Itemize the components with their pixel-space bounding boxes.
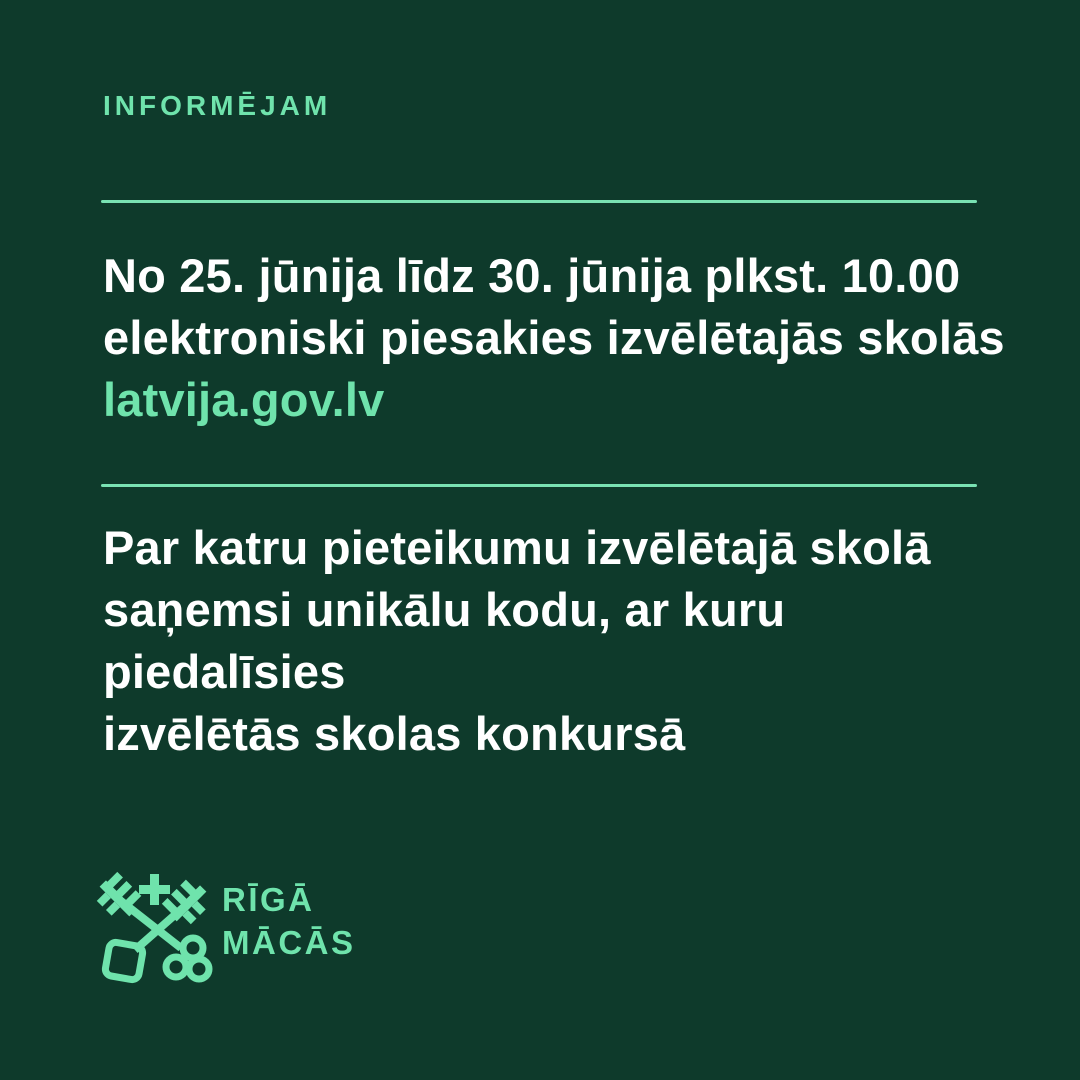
crossed-keys-icon <box>93 870 217 996</box>
logo-wordmark-line-1: RĪGĀ <box>222 881 315 918</box>
logo-wordmark-line-2: MĀCĀS <box>222 924 356 961</box>
info-line-5: izvēlētās skolas konkursā <box>103 707 686 760</box>
logo-wordmark <box>222 878 356 964</box>
info-paragraph-dates <box>103 245 1013 431</box>
info-line-1: No 25. jūnija līdz 30. jūnija plkst. 10.00 <box>103 249 961 302</box>
info-line-3: Par katru pieteikumu izvēlētajā skolā <box>103 521 931 574</box>
website-url-text: latvija.gov.lv <box>103 373 385 426</box>
info-paragraph-code <box>103 517 1013 765</box>
eyebrow-label: INFORMĒJAM <box>103 90 332 121</box>
divider-top <box>101 200 977 203</box>
info-line-2: elektroniski piesakies izvēlētajās skolās <box>103 311 1005 364</box>
divider-middle <box>101 484 977 487</box>
info-line-4: saņemsi unikālu kodu, ar kuru piedalīsies <box>103 583 786 698</box>
